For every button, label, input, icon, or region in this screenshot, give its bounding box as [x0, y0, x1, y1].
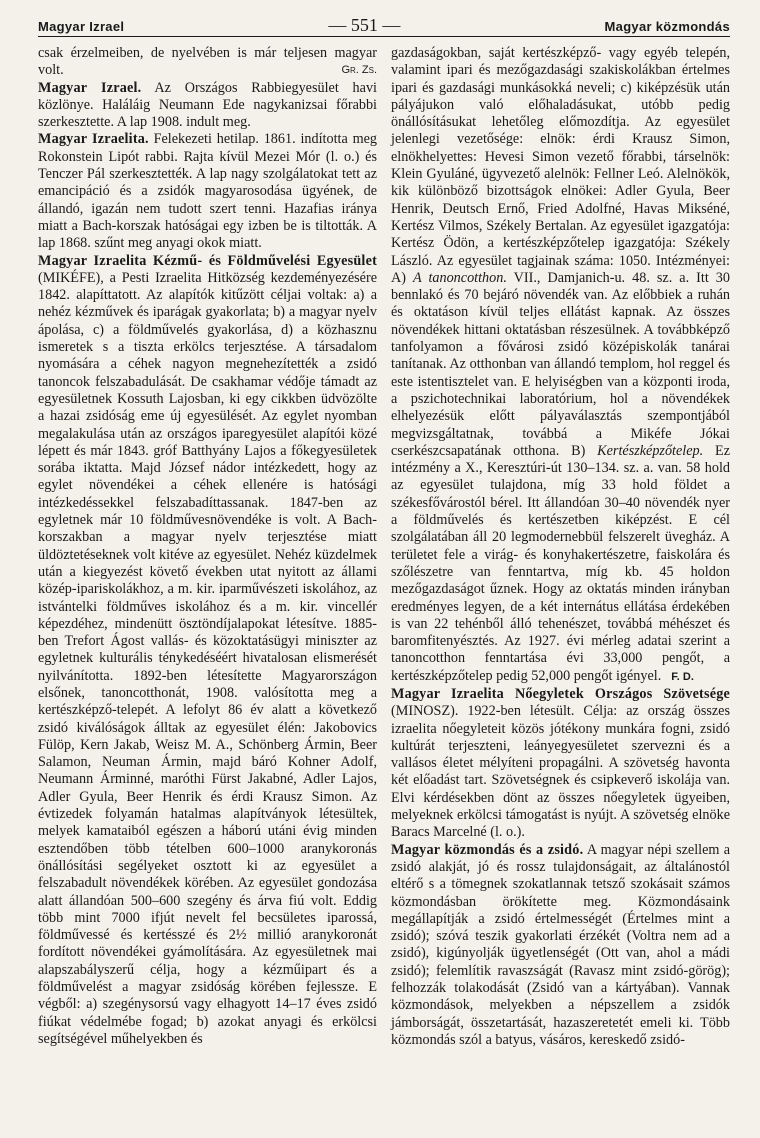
entry-mikefe-continued: gazdaságokban, saját kertészképző- vagy egyéb telepén, valamint ipari és mezőgazdasági szakiskolákban értelmes ipari és gazdasági munkásokká neveli; c) kiképzésük után pályájukon való előhaladásukat, utóbb pedig önállósításukat lehetőleg előmozdítja. Az egyesület jelenlegi vezetősége: elnök: érdi Krausz Simon, elnökhelyettes: Hevesi Simon vezető főrabbi, társelnök: Klein Gyuláné, ügyvezető alelnök: Fellner Leó. Alelnökök, kik különböző bizottságok elnökei: Adler Gyula, Beer Henrik, Deutsch Ernő, Fried Adolfné, Havas Mikséné, Kertész Vilmos, Székely Bertalan. Az egyesület igazgatója: Kertész Ödön, a kertészképzőtelep igazgatója: Székely László. Az egyesület tagjainak száma: 1050. Intézményei: A) A tanoncotthon. VII., Damjanich-u. 48. sz. a. Itt 30 bennlakó és 70 bejáró növendék van. Az előbbiek a ruhán és oktatáson kívül teljes ellátást kapnak. Az összes növendékek hittani oktatásban részesülnek. A továbbképző tanfolyamon a fővárosi zsidó középiskolák tanárai tanítanak. Az otthonban van állandó templom, hol reggel és este istentisztelet van. E helyiségben van a központi iroda, a pszichotechnikai laboratórium, hol a növendékek elhelyezésük előtt pályaválasztás szempontjából megvizsgáltatnak, továbbá a Mikéfe Jókai cserkészcsapatának otthona. B) Kertészképzőtelep. Ez intézmény a X., Keresztúri-út 130–134. sz. a. van. 58 hold az egyesület tulajdona, míg 33 hold földet a székesfővárostól bérel. Itt állandóan 30–40 növendék nyer a földművelés és kertészetben kiképzést. E cél szolgálatában áll 20 legmodernebbül felszerelt üvegház. A területet fele a virág- és konyhakertészetre, faiskolára és szőlészetre van fenntartva, míg kb. 45 holdon mezőgazdaságot űznek. Hogy az oktatás minden irányban eredményes legyen, de a két internátus ellátása érdekében is van 22 tehénből álló tehenészet, továbbá méhészet és baromfitenyésztés. Az 1927. évi mérleg adatai szerint a tanoncotthon fenntartása évi 33,000 pengőt, a kertészképzőtelep pedig 52,000 pengőt igényel. F. D. [391, 45, 730, 684]
intro-paragraph: csak érzelmeiben, de nyelvében is már teljesen magyar volt. Gr. Zs. [38, 45, 377, 79]
entry-title: Magyar Izraelita Kézmű- és Földművelési Egyesület [38, 252, 377, 269]
running-head-left: Magyar Izrael [38, 19, 125, 34]
entry-title: Magyar Izraelita. [38, 131, 149, 148]
entry-title: Magyar Izrael. [38, 79, 142, 96]
text-columns [38, 45, 730, 1049]
entry-magyar-kozmondas: Magyar közmondás és a zsidó. A magyar népi szellem a zsidó alakját, jó és rossz tulajdonságait, az általánostól eltérő s a tömegnek szokatlannak tetsző szokásait számos közmondásban örökítette meg. Közmondásaink megállapítják a zsidó értelmességét (Értelmes mint a zsidó); szóvá teszik gyakorlati érzékét (Voltra nem ad a zsidó), kigúnyolják ügyetlenségét (Ott van, ahol a mádi zsidó); felemlítik ravaszságát (Ravasz mint zsidó-görög); felhozzák tolakodását (Zsidó van a kártyában). Vannak közmondások, melyekben a népszellem a zsidók jámborságát, összetartását, hazaszeretetét emeli ki. Több közmondás szól a batyus, vásáros, kereskedő zsidó- [391, 841, 731, 1048]
entry-minosz: Magyar Izraelita Nőegyletek Országos Szövetsége (MINOSZ). 1922-ben létesült. Célja: az ország összes izraelita nőegyleteit közös jótékony munkára fogni, zsidó kultúrát terjeszteni, leányegyesületet szervezni és a vallásos életet mélyíteni propagálni. A szövetség havonta két előadást tart. Szövetségnek és csipkeverő iskolája van. Elvi kérdésekben dönt az összes nőegyletek ügyeiben, melyeknek erkölcsi támogatást is nyújt. A szövetség elnöke Baracs Marcelné (l. o.). [391, 685, 730, 841]
right-column [391, 45, 730, 1049]
signature: Gr. Zs. [341, 64, 377, 77]
entry-title: Magyar Izraelita Nőegyletek Országos Szövetsége [391, 685, 730, 702]
entry-magyar-izrael: Magyar Izrael. Az Országos Rabbiegyesület havi közlönye. Haláláig Neumann Ede nagykanizsai főrabbi szerkesztette. A lap 1908. indult meg. [38, 79, 377, 131]
signature: F. D. [671, 670, 694, 683]
running-head-right: Magyar közmondás [604, 19, 730, 34]
page-number: — 551 — [328, 15, 401, 35]
entry-title: Magyar közmondás és a zsidó. [391, 841, 584, 858]
entry-mikefe: Magyar Izraelita Kézmű- és Földművelési Egyesület (MIKÉFE), a Pesti Izraelita Hitközség kezdeményezésére 1842. alapíttatott. Az alapítók kitűzött céljai voltak: a) a nehéz kézművek és iparágak gyakorlata; b) a magyar nyelv ápolása, c) a földművelés gyakorlása, d) a közhasznu ismeretek s a tiszta erkölcs terjesztése. A társadalom nyomására a céhek nagyon megnehezítették a zsidó tanoncok felszabadulását. De csakhamar védője támadt az egyesületnek Kossuth Lajosban, ki egy cikkben üdvözölte a hazai zsidóság eme új egyesülését. Az egylet nyomban megalakulása után az országos iparegyesület alapítói közé lépett és már 1843. gróf Batthyány Lajos a főkegyesületek sorába iktatta. Majd József nádor intézkedett, hogy az egylet növendékei a céhek ellenére is hatósági intézkedéssekkel felszabadíttassanak. 1847-ben az egyletnek már 10 földművesnövendéke is volt. A Bach-korszakban a magyar nyelv terjesztése miatt üldöztetéseknek volt kitéve az egyesület. Nehéz küzdelmek után a kiegyezést követő években utat nyitott az állami közép-ipariskolákhoz, a m. kir. iparművészeti iskolához, az istvántelki földműves iskolához és a m. kir. vincellér képezdéhez, mindenütt ösztöndíjalapokat létesítve. 1885-ben Trefort Ágost vallás- és közoktatásügyi miniszter az egyletnek kulturális ténykedéséért hivatalosan elismerését nyilvánította. 1892-ben létesítette Magyarországon elsőnek, tanoncotthonát, 1908. valósította meg a kertészképző-telepét. A lefolyt 86 év alatt a következő zsidó kiválóságok álltak az egyesület élén: Jakobovics Fülöp, Kern Jakab, Weisz M. A., Schönberg Ármin, Beer Salamon, Neuman Ármin, majd báró Kohner Adolf, Neumann Árminné, maróthi Fürst Jakabné, Adler Lajos, Adler Gyula, Beer Henrik és érdi Krausz Simon. Az évtizedek folyamán hatalmas alapítványok létesültek, melyek kamataiból egészen a háború utáni évig minden esztendőben több tételben 600–1000 aranykoronás önállósítási segélyeket osztott ki az egyesület a felszabadult növendékek körében. Az egyesület gondozása alatt állandóan 500–600 szegény és árva fiú volt. Eddig több mint 7000 ifjút nevelt fel becsületes iparossá, földművessé és kertésszé és 2½ millió aranykoronát fordított növendékei gyámolítására. Az egyesületnek mai alapszabályszerű célja, hogy a kézműipart és a földművelést a magyar zsidóság körében fejlessze. E végből: a) szegénysorsú vagy elhagyott 14–17 éves zsidó fiúkat védelmébe fogad; b) azokat anyagi és erkölcsi segítségével műhelyekben és [38, 252, 377, 1047]
left-column [38, 45, 377, 1049]
page-header [38, 8, 730, 37]
entry-magyar-izraelita: Magyar Izraelita. Felekezeti hetilap. 1861. indította meg Rokonstein Lipót rabbi. Rajta kívül Mezei Mór (l. o.) és Tenczer Pál szerkesztették. A lap nagy szolgálatokat tett az emancipáció és a zsidók magyarosodása ügyének, de állandó, igazán nem tudott szert tenni. Hazafias iránya miatt a Bach-korszak hatóságai egy izben be is tiltották. A lap 1868. szűnt meg anyagi okok miatt. [38, 131, 377, 252]
